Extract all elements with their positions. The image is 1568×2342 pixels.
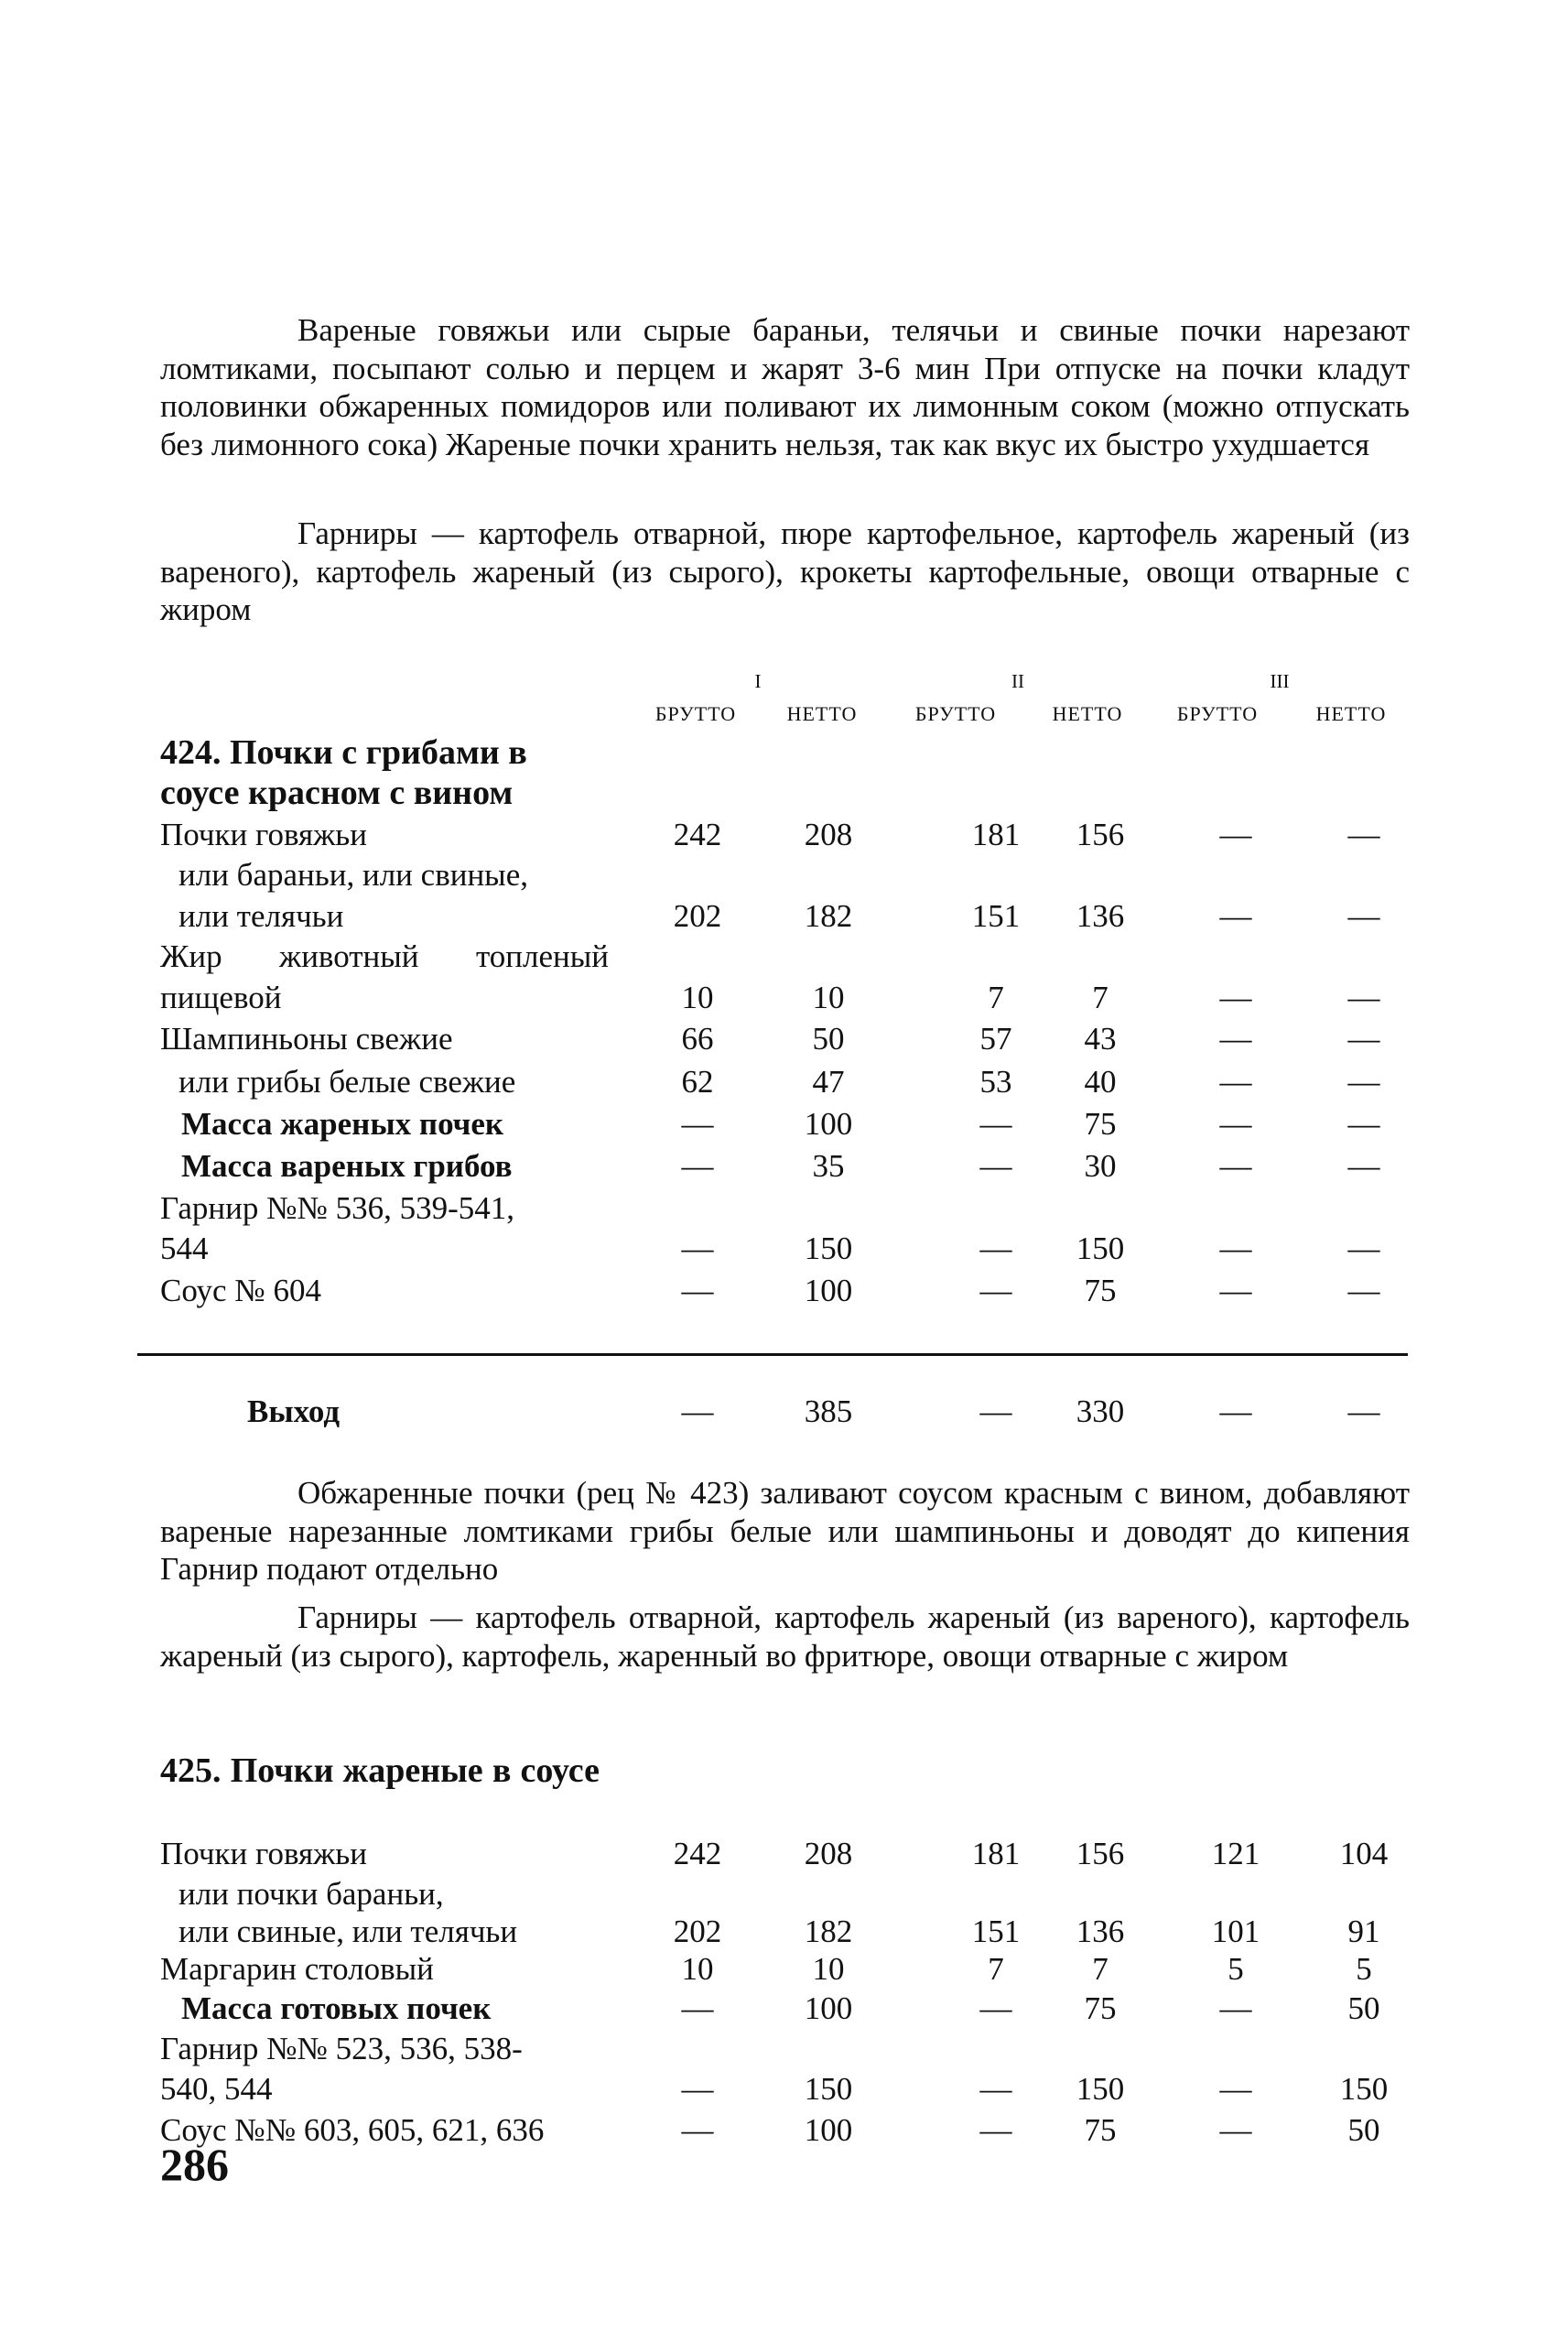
ingredient-label: Гарнир №№ 523, 536, 538- — [160, 2031, 523, 2066]
r425-cell: — — [1219, 2071, 1252, 2107]
column-group-i: I — [754, 670, 762, 692]
r425-cell: — — [681, 1990, 714, 2026]
table-divider — [137, 1353, 1408, 1356]
r424-yield-cell: — — [681, 1393, 714, 1429]
r424-cell: — — [1347, 817, 1380, 852]
r425-cell: — — [979, 2071, 1012, 2107]
r425-cell: 75 — [1084, 2112, 1117, 2148]
r424-cell: — — [979, 1231, 1012, 1266]
r425-cell: 104 — [1339, 1836, 1389, 1871]
r425-cell: 10 — [812, 1951, 845, 1987]
column-header-brutto-1: БРУТТО — [654, 702, 737, 725]
ingredient-label: или свиные, или телячьи — [178, 1914, 518, 1949]
r424-cell: — — [979, 1148, 1012, 1184]
column-header-brutto-2: БРУТТО — [914, 702, 997, 725]
r424-cell: — — [1347, 1231, 1380, 1266]
r424-cell: — — [1347, 1148, 1380, 1184]
r424-cell: 150 — [804, 1231, 853, 1266]
r425-cell: 202 — [673, 1914, 722, 1949]
r424-cell: — — [681, 1148, 714, 1184]
r425-cell: 121 — [1211, 1836, 1260, 1871]
ingredient-label: пищевой — [160, 980, 282, 1015]
r424-cell: — — [1219, 1106, 1252, 1142]
r425-cell: 150 — [1339, 2071, 1389, 2107]
r424-cell: — — [681, 1106, 714, 1142]
r424-yield-cell: 385 — [804, 1393, 853, 1429]
paragraph-recipe-424-method: Обжаренные почки (рец № 423) заливают соусом красным с вином, добавляют вареные нарезанные ломтиками грибы белые или шампиньоны и доводят до кипения Гарнир подают отдельно — [160, 1475, 1410, 1587]
r425-cell: — — [1219, 1990, 1252, 2026]
r424-cell: — — [1219, 980, 1252, 1015]
r424-cell: — — [1347, 1064, 1380, 1100]
r424-cell: 40 — [1084, 1064, 1117, 1100]
r425-cell: — — [681, 2112, 714, 2148]
r425-cell: 101 — [1211, 1914, 1260, 1949]
yield-label: Выход — [247, 1393, 341, 1429]
ingredient-label: Почки говяжьи — [160, 1836, 367, 1871]
ingredient-label: Шампиньоны свежие — [160, 1021, 453, 1057]
r424-cell: — — [1219, 1148, 1252, 1184]
r424-cell: 35 — [812, 1148, 845, 1184]
r424-cell: — — [681, 1273, 714, 1308]
page-number: 286 — [160, 2139, 229, 2190]
recipe-425-title: 425. Почки жареные в соусе — [160, 1751, 600, 1790]
r425-cell: 5 — [1227, 1951, 1244, 1987]
ingredient-label: Масса вареных грибов — [181, 1148, 513, 1184]
ingredient-label: 544 — [160, 1231, 209, 1266]
r425-cell: 50 — [1347, 1990, 1380, 2026]
r424-cell: — — [1347, 980, 1380, 1015]
r424-cell: 43 — [1084, 1021, 1117, 1057]
r424-cell: — — [1347, 1273, 1380, 1308]
r424-yield-cell: — — [1347, 1393, 1380, 1429]
r424-cell: 242 — [673, 817, 722, 852]
r424-cell: 208 — [804, 817, 853, 852]
r424-cell: 100 — [804, 1273, 853, 1308]
column-group-ii: II — [1011, 670, 1024, 692]
r425-cell: 100 — [804, 1990, 853, 2026]
ingredient-label: Масса готовых почек — [181, 1990, 492, 2026]
column-header-brutto-3: БРУТТО — [1176, 702, 1259, 725]
r425-cell: 150 — [1076, 2071, 1125, 2107]
ingredient-label: Маргарин столовый — [160, 1951, 434, 1987]
r424-cell: — — [1219, 1231, 1252, 1266]
r424-cell: 182 — [804, 898, 853, 934]
ingredient-label: Соус № 604 — [160, 1273, 321, 1308]
ingredient-label: или телячьи — [178, 898, 344, 934]
r425-cell: 181 — [971, 1836, 1021, 1871]
r425-cell: 242 — [673, 1836, 722, 1871]
column-group-iii: III — [1270, 670, 1290, 692]
r425-cell: 91 — [1347, 1914, 1380, 1949]
ingredient-label: или почки бараньи, — [178, 1876, 444, 1912]
r424-cell: 151 — [971, 898, 1021, 934]
r425-cell: 7 — [1092, 1951, 1108, 1987]
r424-yield-cell: 330 — [1076, 1393, 1125, 1429]
r424-cell: — — [1219, 1064, 1252, 1100]
ingredient-label: Почки говяжьи — [160, 817, 367, 852]
column-header-netto-1: НЕТТО — [786, 702, 858, 725]
r424-cell: 136 — [1076, 898, 1125, 934]
r424-cell: 57 — [979, 1021, 1012, 1057]
r424-cell: 50 — [812, 1021, 845, 1057]
r425-cell: — — [979, 1990, 1012, 2026]
r424-cell: 75 — [1084, 1273, 1117, 1308]
r425-cell: 150 — [804, 2071, 853, 2107]
r425-cell: 136 — [1076, 1914, 1125, 1949]
r424-cell: 75 — [1084, 1106, 1117, 1142]
r425-cell: 182 — [804, 1914, 853, 1949]
ingredient-label: Масса жареных почек — [181, 1106, 504, 1142]
r424-cell: 150 — [1076, 1231, 1125, 1266]
column-header-netto-3: НЕТТО — [1315, 702, 1387, 725]
r424-cell: 30 — [1084, 1148, 1117, 1184]
r425-cell: 75 — [1084, 1990, 1117, 2026]
r424-cell: — — [1219, 1273, 1252, 1308]
r424-cell: 10 — [681, 980, 714, 1015]
r424-cell: — — [979, 1106, 1012, 1142]
r425-cell: 7 — [988, 1951, 1004, 1987]
ingredient-label: Гарнир №№ 536, 539-541, — [160, 1190, 515, 1226]
recipe-424-title: 424. Почки с грибами в соусе красном с вином — [160, 733, 527, 812]
ingredient-label: Жир животный топленый — [160, 938, 609, 974]
r425-cell: 208 — [804, 1836, 853, 1871]
r424-cell: — — [1219, 1021, 1252, 1057]
r424-cell: — — [979, 1273, 1012, 1308]
paragraph-garnish-2: Гарниры — картофель отварной, картофель жареный (из вареного), картофель жареный (из сырого), картофель, жаренный во фритюре, овощи отварные с жиром — [160, 1599, 1410, 1674]
r424-cell: 7 — [1092, 980, 1108, 1015]
paragraph-garnish-1: Гарниры — картофель отварной, пюре картофельное, картофель жареный (из вареного), картофель жареный (из сырого), крокеты картофельные, овощи отварные с жиром — [160, 515, 1410, 627]
r425-cell: — — [1219, 2112, 1252, 2148]
ingredient-label: Соус №№ 603, 605, 621, 636 — [160, 2112, 545, 2148]
r424-cell: 62 — [681, 1064, 714, 1100]
r424-yield-cell: — — [979, 1393, 1012, 1429]
r424-cell: 7 — [988, 980, 1004, 1015]
r424-yield-cell: — — [1219, 1393, 1252, 1429]
r424-cell: — — [1347, 1106, 1380, 1142]
r424-cell: 156 — [1076, 817, 1125, 852]
ingredient-label: 540, 544 — [160, 2071, 273, 2107]
ingredient-label: или бараньи, или свиные, — [178, 857, 528, 893]
r424-cell: 66 — [681, 1021, 714, 1057]
r425-cell: 100 — [804, 2112, 853, 2148]
r424-cell: 53 — [979, 1064, 1012, 1100]
r424-cell: 202 — [673, 898, 722, 934]
r425-cell: 151 — [971, 1914, 1021, 1949]
r424-cell: 100 — [804, 1106, 853, 1142]
r424-cell: 181 — [971, 817, 1021, 852]
r424-cell: 47 — [812, 1064, 845, 1100]
r424-cell: — — [1347, 1021, 1380, 1057]
ingredient-label: или грибы белые свежие — [178, 1064, 516, 1100]
r425-cell: — — [681, 2071, 714, 2107]
r425-cell: 50 — [1347, 2112, 1380, 2148]
r424-cell: — — [681, 1231, 714, 1266]
r424-cell: — — [1347, 898, 1380, 934]
r424-cell: 10 — [812, 980, 845, 1015]
r425-cell: 10 — [681, 1951, 714, 1987]
r424-cell: — — [1219, 817, 1252, 852]
column-header-netto-2: НЕТТО — [1052, 702, 1123, 725]
r424-cell: — — [1219, 898, 1252, 934]
r425-cell: 156 — [1076, 1836, 1125, 1871]
paragraph-cooking-method: Вареные говяжьи или сырые бараньи, телячьи и свиные почки нарезают ломтиками, посыпают солью и перцем и жарят 3-6 мин При отпуске на почки кладут половинки обжаренных помидоров или поливают их лимонным соком (можно отпускать без лимонного сока) Жареные почки хранить нельзя, так как вкус их быстро ухудшается — [160, 312, 1410, 462]
r425-cell: — — [979, 2112, 1012, 2148]
r425-cell: 5 — [1356, 1951, 1372, 1987]
